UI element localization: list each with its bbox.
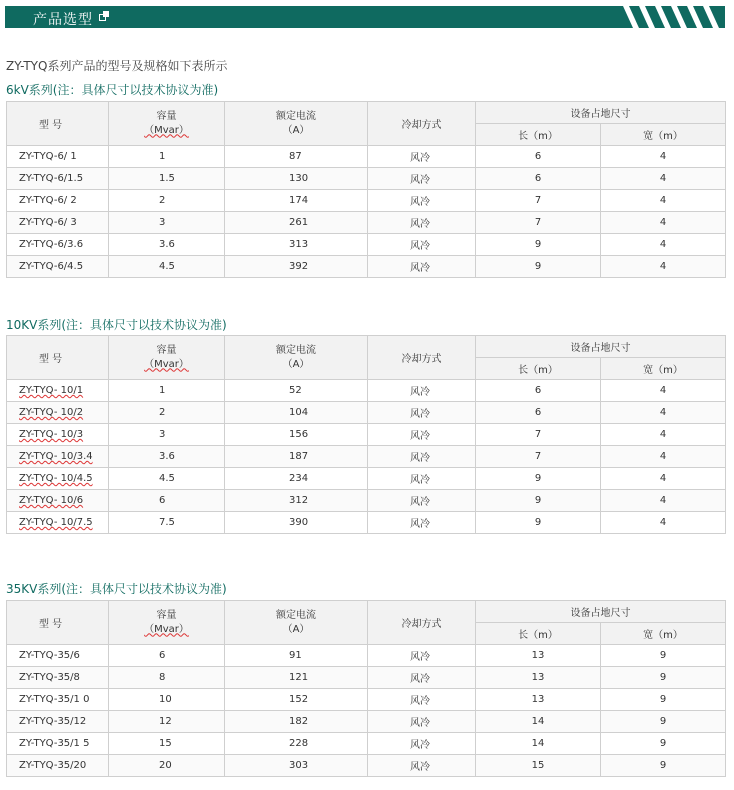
- table-cell: ZY-TYQ- 10/6: [7, 490, 109, 512]
- header-length: 长（m）: [476, 358, 601, 380]
- table-cell: 风冷: [368, 234, 476, 256]
- table-cell: 4: [601, 380, 726, 402]
- table-row: [7, 667, 726, 689]
- table-cell: 20: [109, 755, 225, 777]
- table-cell: 6: [476, 146, 601, 168]
- table-cell: 4: [601, 512, 726, 534]
- table-cell: 风冷: [368, 190, 476, 212]
- expand-icon: [99, 11, 109, 21]
- table-cell: ZY-TYQ-6/4.5: [7, 256, 109, 278]
- table-cell: 4: [601, 212, 726, 234]
- table-cell: ZY-TYQ-35/6: [7, 645, 109, 667]
- table-cell: 174: [225, 190, 368, 212]
- section-title-6kv: 6kV系列(注：具体尺寸以技术协议为准): [6, 83, 219, 97]
- section-title-10kv: 10KV系列(注：具体尺寸以技术协议为准): [6, 318, 227, 332]
- table-cell: 风冷: [368, 212, 476, 234]
- header-footprint: 设备占地尺寸: [476, 336, 726, 358]
- header-length: 长（m）: [476, 623, 601, 645]
- table-cell: 风冷: [368, 512, 476, 534]
- table-cell: 4.5: [109, 256, 225, 278]
- table-cell: 风冷: [368, 446, 476, 468]
- table-cell: ZY-TYQ-35/8: [7, 667, 109, 689]
- table-cell: 12: [109, 711, 225, 733]
- header-current: 额定电流 （A）: [225, 102, 368, 146]
- table-row: [7, 424, 726, 446]
- table-cell: 8: [109, 667, 225, 689]
- table-cell: ZY-TYQ-35/1 5: [7, 733, 109, 755]
- header-width: 宽（m）: [601, 124, 726, 146]
- table-cell: 1: [109, 146, 225, 168]
- table-cell: 3.6: [109, 446, 225, 468]
- spec-table-10kv: [6, 335, 726, 534]
- table-cell: 风冷: [368, 424, 476, 446]
- table-cell: ZY-TYQ-6/1.5: [7, 168, 109, 190]
- table-cell: 182: [225, 711, 368, 733]
- table-row: [7, 234, 726, 256]
- header-cooling: 冷却方式: [368, 601, 476, 645]
- spec-table-35kv: [6, 600, 726, 777]
- table-cell: 风冷: [368, 490, 476, 512]
- table-cell: 390: [225, 512, 368, 534]
- table-cell: 风冷: [368, 468, 476, 490]
- table-cell: 121: [225, 667, 368, 689]
- table-cell: 13: [476, 689, 601, 711]
- table-cell: 9: [476, 256, 601, 278]
- table-row: [7, 711, 726, 733]
- table-cell: 风冷: [368, 380, 476, 402]
- table-cell: ZY-TYQ-35/20: [7, 755, 109, 777]
- table-cell: 4: [601, 468, 726, 490]
- header-current: 额定电流 （A）: [225, 336, 368, 380]
- spec-table-6kv: [6, 101, 726, 278]
- table-row: [7, 755, 726, 777]
- table-cell: 7: [476, 446, 601, 468]
- table-cell: 9: [476, 234, 601, 256]
- table-cell: 风冷: [368, 711, 476, 733]
- table-cell: 3: [109, 212, 225, 234]
- table-cell: 3.6: [109, 234, 225, 256]
- table-cell: 7.5: [109, 512, 225, 534]
- table-cell: 156: [225, 424, 368, 446]
- table-cell: 312: [225, 490, 368, 512]
- table-cell: ZY-TYQ-35/1 0: [7, 689, 109, 711]
- section-header-bar: [5, 6, 725, 28]
- table-cell: 152: [225, 689, 368, 711]
- table-cell: ZY-TYQ- 10/1: [7, 380, 109, 402]
- table-cell: 4: [601, 190, 726, 212]
- table-cell: 4: [601, 234, 726, 256]
- table-cell: 10: [109, 689, 225, 711]
- intro-text: ZY-TYQ系列产品的型号及规格如下表所示: [6, 59, 228, 73]
- table-cell: 14: [476, 733, 601, 755]
- table-cell: 1.5: [109, 168, 225, 190]
- table-cell: 9: [601, 755, 726, 777]
- table-cell: 13: [476, 667, 601, 689]
- table-row: [7, 402, 726, 424]
- header-capacity: 容量 （Mvar）: [109, 601, 225, 645]
- table-cell: 52: [225, 380, 368, 402]
- header-model: 型 号: [7, 102, 109, 146]
- table-cell: 7: [476, 212, 601, 234]
- table-cell: 9: [476, 490, 601, 512]
- table-cell: ZY-TYQ- 10/4.5: [7, 468, 109, 490]
- table-cell: 9: [601, 689, 726, 711]
- table-cell: ZY-TYQ-6/ 1: [7, 146, 109, 168]
- table-row: [7, 146, 726, 168]
- table-cell: ZY-TYQ- 10/7.5: [7, 512, 109, 534]
- table-cell: 风冷: [368, 168, 476, 190]
- table-row: [7, 490, 726, 512]
- table-cell: 7: [476, 424, 601, 446]
- table-cell: ZY-TYQ-6/ 3: [7, 212, 109, 234]
- header-capacity: 容量 （Mvar）: [109, 336, 225, 380]
- table-row: [7, 380, 726, 402]
- table-cell: 4: [601, 402, 726, 424]
- table-cell: ZY-TYQ- 10/3.4: [7, 446, 109, 468]
- table-cell: 303: [225, 755, 368, 777]
- table-row: [7, 468, 726, 490]
- header-width: 宽（m）: [601, 358, 726, 380]
- table-cell: 104: [225, 402, 368, 424]
- table-cell: 风冷: [368, 667, 476, 689]
- table-cell: 风冷: [368, 146, 476, 168]
- table-row: [7, 689, 726, 711]
- header-length: 长（m）: [476, 124, 601, 146]
- header-current: 额定电流 （A）: [225, 601, 368, 645]
- table-cell: 风冷: [368, 755, 476, 777]
- table-row: [7, 190, 726, 212]
- table-cell: 14: [476, 711, 601, 733]
- table-cell: 4: [601, 424, 726, 446]
- decorative-stripes: [615, 6, 725, 28]
- header-footprint: 设备占地尺寸: [476, 102, 726, 124]
- table-row: [7, 212, 726, 234]
- table-cell: 9: [476, 512, 601, 534]
- table-cell: 风冷: [368, 645, 476, 667]
- section-title-35kv: 35KV系列(注：具体尺寸以技术协议为准): [6, 582, 227, 596]
- table-cell: 87: [225, 146, 368, 168]
- page-title: 产品选型: [33, 12, 93, 28]
- header-cooling: 冷却方式: [368, 336, 476, 380]
- table-cell: 3: [109, 424, 225, 446]
- table-cell: 91: [225, 645, 368, 667]
- table-row: [7, 446, 726, 468]
- table-cell: 9: [601, 733, 726, 755]
- table-cell: 风冷: [368, 256, 476, 278]
- table-cell: 15: [109, 733, 225, 755]
- table-cell: 228: [225, 733, 368, 755]
- table-cell: 风冷: [368, 402, 476, 424]
- table-cell: ZY-TYQ-6/ 2: [7, 190, 109, 212]
- table-cell: 187: [225, 446, 368, 468]
- table-cell: 4: [601, 168, 726, 190]
- table-cell: 15: [476, 755, 601, 777]
- table-cell: 7: [476, 190, 601, 212]
- table-cell: 392: [225, 256, 368, 278]
- table-cell: 9: [476, 468, 601, 490]
- table-cell: 313: [225, 234, 368, 256]
- header-model: 型 号: [7, 336, 109, 380]
- table-cell: 2: [109, 402, 225, 424]
- table-cell: ZY-TYQ-6/3.6: [7, 234, 109, 256]
- header-width: 宽（m）: [601, 623, 726, 645]
- table-row: [7, 512, 726, 534]
- table-cell: 4: [601, 490, 726, 512]
- table-cell: 4.5: [109, 468, 225, 490]
- table-cell: 风冷: [368, 733, 476, 755]
- table-cell: 4: [601, 256, 726, 278]
- table-row: [7, 256, 726, 278]
- table-cell: 4: [601, 146, 726, 168]
- table-cell: 9: [601, 645, 726, 667]
- table-cell: ZY-TYQ- 10/3: [7, 424, 109, 446]
- table-row: [7, 168, 726, 190]
- table-cell: ZY-TYQ- 10/2: [7, 402, 109, 424]
- table-cell: 2: [109, 190, 225, 212]
- table-cell: 6: [109, 645, 225, 667]
- table-cell: 13: [476, 645, 601, 667]
- header-cooling: 冷却方式: [368, 102, 476, 146]
- table-cell: 130: [225, 168, 368, 190]
- table-cell: 261: [225, 212, 368, 234]
- header-capacity: 容量 （Mvar）: [109, 102, 225, 146]
- table-cell: 1: [109, 380, 225, 402]
- table-cell: 234: [225, 468, 368, 490]
- header-footprint: 设备占地尺寸: [476, 601, 726, 623]
- table-cell: 9: [601, 667, 726, 689]
- table-cell: 6: [476, 402, 601, 424]
- table-row: [7, 733, 726, 755]
- table-cell: 风冷: [368, 689, 476, 711]
- header-model: 型 号: [7, 601, 109, 645]
- table-cell: ZY-TYQ-35/12: [7, 711, 109, 733]
- table-cell: 6: [109, 490, 225, 512]
- table-cell: 6: [476, 168, 601, 190]
- table-cell: 4: [601, 446, 726, 468]
- table-row: [7, 645, 726, 667]
- table-cell: 9: [601, 711, 726, 733]
- table-cell: 6: [476, 380, 601, 402]
